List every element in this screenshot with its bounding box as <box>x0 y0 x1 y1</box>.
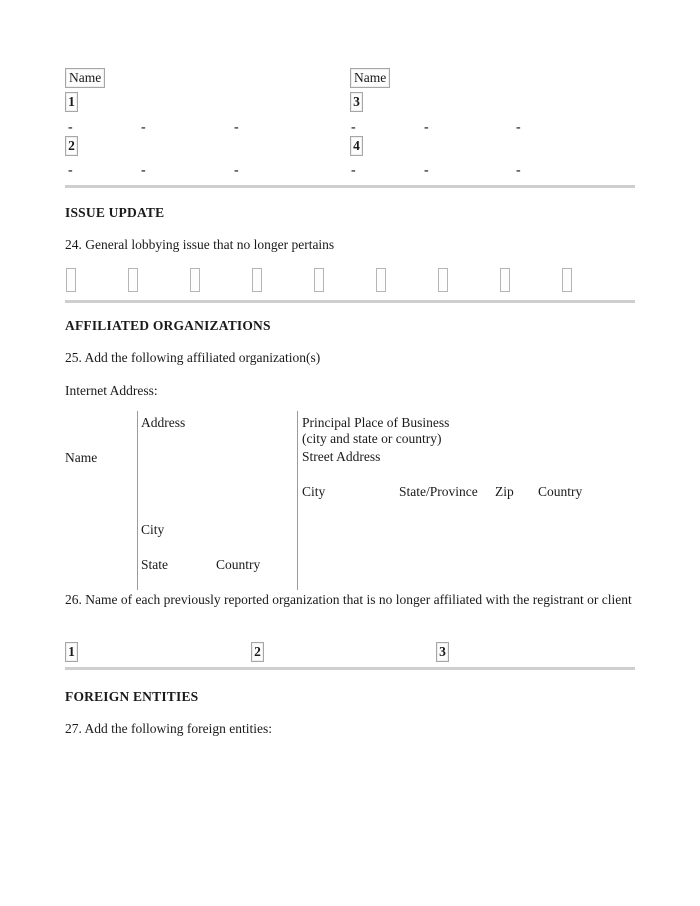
street-address-label: Street Address <box>302 449 381 464</box>
dash: - <box>351 120 356 135</box>
dash: - <box>424 163 429 178</box>
dash: - <box>141 163 146 178</box>
dash: - <box>234 163 239 178</box>
dash: - <box>351 163 356 178</box>
pb-country-label: Country <box>538 484 583 499</box>
dash: - <box>141 120 146 135</box>
org-name-column-label: Name <box>65 450 98 465</box>
issue-entry-box-6[interactable] <box>376 268 386 292</box>
entry-number-box-4[interactable]: 4 <box>350 136 363 156</box>
pb-zip-label: Zip <box>495 484 514 499</box>
issue-entry-box-5[interactable] <box>314 268 324 292</box>
foreign-entities-heading: FOREIGN ENTITIES <box>65 689 199 704</box>
entry-number-box-3[interactable]: 3 <box>350 92 363 112</box>
name-field-right[interactable] <box>350 68 390 88</box>
table-column-divider <box>297 411 298 590</box>
removed-org-box-2[interactable]: 2 <box>251 642 264 662</box>
issue-entry-box-2[interactable] <box>128 268 138 292</box>
dash: - <box>68 120 73 135</box>
removed-org-box-3[interactable]: 3 <box>436 642 449 662</box>
issue-entry-box-7[interactable] <box>438 268 448 292</box>
pb-city-label: City <box>302 484 326 499</box>
section-divider <box>65 185 635 188</box>
org-address-state-label: State <box>141 557 168 572</box>
issue-entry-box-3[interactable] <box>190 268 200 292</box>
question-26: 26. Name of each previously reported organization that is no longer affiliated with the registrant or client <box>65 592 632 607</box>
entry-number-box-1[interactable]: 1 <box>65 92 78 112</box>
removed-org-box-1[interactable]: 1 <box>65 642 78 662</box>
question-24: 24. General lobbying issue that no longer pertains <box>65 237 335 252</box>
dash: - <box>234 120 239 135</box>
org-address-column-label: Address <box>141 415 186 430</box>
entry-number-box-2[interactable]: 2 <box>65 136 78 156</box>
principal-place-label-line1: Principal Place of Business <box>302 415 450 430</box>
question-27: 27. Add the following foreign entities: <box>65 721 272 736</box>
name-field-label: Name <box>69 70 102 85</box>
section-divider <box>65 300 635 303</box>
question-25: 25. Add the following affiliated organization(s) <box>65 350 321 365</box>
section-divider <box>65 667 635 670</box>
dash: - <box>424 120 429 135</box>
internet-address-label: Internet Address: <box>65 383 158 398</box>
dash: - <box>68 163 73 178</box>
dash: - <box>516 163 521 178</box>
issue-update-heading: ISSUE UPDATE <box>65 205 165 220</box>
issue-entry-box-8[interactable] <box>500 268 510 292</box>
dash: - <box>516 120 521 135</box>
org-address-country-label: Country <box>216 557 261 572</box>
pb-state-province-label: State/Province <box>399 484 478 499</box>
principal-place-label-line2: (city and state or country) <box>302 431 442 446</box>
name-field-label: Name <box>354 70 387 85</box>
issue-entry-box-1[interactable] <box>66 268 76 292</box>
table-column-divider <box>137 411 138 590</box>
org-address-city-label: City <box>141 522 165 537</box>
issue-entry-box-4[interactable] <box>252 268 262 292</box>
affiliated-orgs-heading: AFFILIATED ORGANIZATIONS <box>65 318 271 333</box>
issue-entry-box-9[interactable] <box>562 268 572 292</box>
name-field-left[interactable] <box>65 68 105 88</box>
